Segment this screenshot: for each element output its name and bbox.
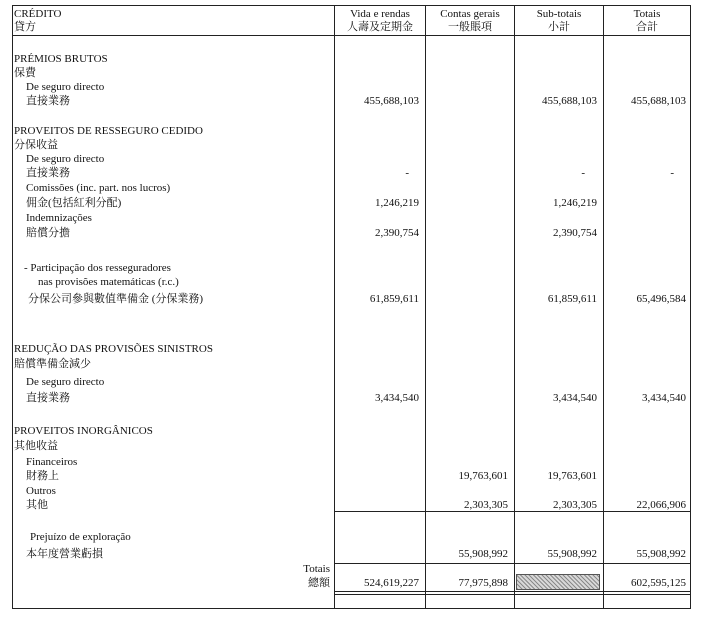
row-label: De seguro directo bbox=[26, 81, 105, 93]
cell-vida: 524,619,227 bbox=[364, 577, 419, 589]
cell-total: 3,434,540 bbox=[642, 392, 686, 404]
cell-vida: 61,859,611 bbox=[369, 293, 419, 305]
subtotal-hatched-cell bbox=[516, 574, 600, 590]
cell-subtotal: 61,859,611 bbox=[547, 293, 597, 305]
header-credit-zh: 貸方 bbox=[14, 21, 36, 33]
cell-gerais: 19,763,601 bbox=[458, 470, 508, 482]
cell-total: 55,908,992 bbox=[636, 548, 686, 560]
row-label: De seguro directo bbox=[26, 376, 105, 388]
cell-gerais: 77,975,898 bbox=[458, 577, 508, 589]
cell-total: 22,066,906 bbox=[636, 499, 686, 511]
cell-subtotal: 19,763,601 bbox=[547, 470, 597, 482]
cell-vida: 455,688,103 bbox=[364, 95, 419, 107]
row-label-zh: 分保公司參與數值準備金 (分保業務) bbox=[28, 293, 204, 305]
row-label-zh: 佣金(包括紅利分配) bbox=[26, 197, 122, 209]
border-bottom bbox=[12, 608, 691, 609]
col-vida-header-zh: 人壽及定期金 bbox=[347, 21, 413, 33]
col-vida-header: Vida e rendas bbox=[350, 8, 410, 20]
cell-gerais: 55,908,992 bbox=[458, 548, 508, 560]
border-left bbox=[12, 5, 13, 609]
col-totais-header: Totais bbox=[633, 8, 661, 20]
cell-subtotal: 1,246,219 bbox=[553, 197, 597, 209]
row-label-zh: 直接業務 bbox=[26, 95, 70, 107]
section-title-inorganicos-zh: 其他收益 bbox=[14, 440, 58, 452]
col-gerais-header-zh: 一般賬項 bbox=[448, 21, 492, 33]
header-rule bbox=[12, 35, 691, 36]
row-label-zh: 直接業務 bbox=[26, 392, 70, 404]
col-gerais-header: Contas gerais bbox=[440, 8, 500, 20]
row-label: - Participação dos resseguradores bbox=[24, 262, 171, 274]
section-title-premios-zh: 保費 bbox=[14, 67, 36, 79]
row-label: nas provisões matemáticas (r.c.) bbox=[38, 276, 179, 288]
row-label: Financeiros bbox=[26, 456, 78, 468]
section-title-inorganicos: PROVEITOS INORGÂNICOS bbox=[14, 425, 153, 437]
cell-subtotal: 3,434,540 bbox=[553, 392, 597, 404]
row-label-zh: 直接業務 bbox=[26, 167, 70, 179]
col-rule-2 bbox=[425, 5, 426, 609]
col-subtotais-header: Sub-totais bbox=[536, 8, 582, 20]
col-subtotais-header-zh: 小計 bbox=[548, 21, 570, 33]
cell-subtotal: 2,390,754 bbox=[553, 227, 597, 239]
col-totais-header-zh: 合計 bbox=[636, 21, 658, 33]
totals-rule-b bbox=[334, 594, 691, 595]
row-label-zh: 本年度營業虧損 bbox=[26, 548, 103, 560]
row-label-zh: 其他 bbox=[26, 499, 48, 511]
row-label-zh: 賠償分擔 bbox=[26, 227, 70, 239]
row-label-zh: 財務上 bbox=[26, 470, 59, 482]
prejuizo-bottom-rule bbox=[334, 563, 691, 564]
cell-subtotal: 455,688,103 bbox=[542, 95, 597, 107]
row-label: Comissões (inc. part. nos lucros) bbox=[26, 182, 171, 194]
cell-gerais: 2,303,305 bbox=[464, 499, 508, 511]
section-title-premios: PRÉMIOS BRUTOS bbox=[14, 53, 108, 65]
cell-total: 65,496,584 bbox=[636, 293, 686, 305]
row-label: Indemnizações bbox=[26, 212, 92, 224]
border-top bbox=[12, 5, 691, 6]
section-title-reducao: REDUÇÃO DAS PROVISÕES SINISTROS bbox=[14, 343, 213, 355]
cell-total: 602,595,125 bbox=[631, 577, 686, 589]
row-label: Prejuízo de exploração bbox=[30, 531, 131, 543]
cell-subtotal: 2,303,305 bbox=[553, 499, 597, 511]
cell-vida: 3,434,540 bbox=[375, 392, 419, 404]
cell-total: 455,688,103 bbox=[631, 95, 686, 107]
totals-label: Totais bbox=[303, 563, 330, 575]
section-title-resseguro-zh: 分保收益 bbox=[14, 139, 58, 151]
border-right bbox=[690, 5, 691, 609]
row-label: De seguro directo bbox=[26, 153, 105, 165]
header-credit-pt: CRÉDITO bbox=[14, 8, 62, 20]
cell-vida: 1,246,219 bbox=[375, 197, 419, 209]
section-title-reducao-zh: 賠償準備金減少 bbox=[14, 358, 91, 370]
cell-vida: 2,390,754 bbox=[375, 227, 419, 239]
totals-label-zh: 總額 bbox=[308, 577, 330, 589]
cell-subtotal: - bbox=[581, 167, 585, 179]
cell-subtotal: 55,908,992 bbox=[547, 548, 597, 560]
totals-rule-a bbox=[334, 591, 691, 592]
cell-total: - bbox=[670, 167, 674, 179]
row-label: Outros bbox=[26, 485, 56, 497]
section-title-resseguro: PROVEITOS DE RESSEGURO CEDIDO bbox=[14, 125, 203, 137]
cell-vida: - bbox=[405, 167, 409, 179]
